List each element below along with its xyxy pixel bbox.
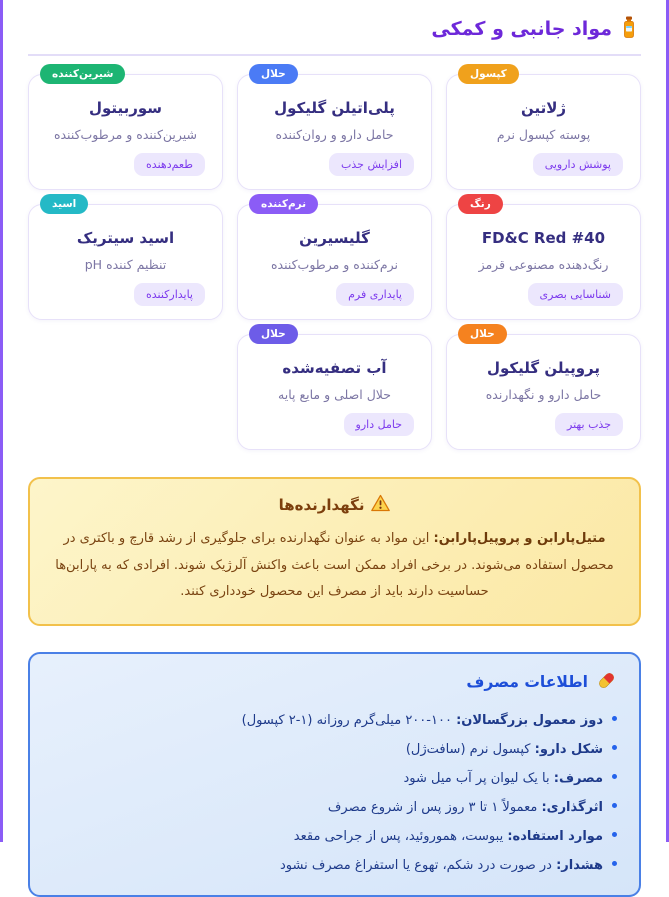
category-badge: کپسول [458,64,519,84]
usage-item-dose: دوز معمول بزرگسالان: ۱۰۰-۲۰۰ میلی‌گرم روزانه (۱-۲ کپسول) [52,713,617,728]
page-title: مواد جانبی و کمکی [431,18,612,40]
function-tag: شناسایی بصری [528,283,623,306]
warning-lead: متیل‌پارابن و پروپیل‌پارابن: [433,531,606,546]
warning-title: نگهدارنده‌ها [278,496,365,514]
category-badge: رنگ [458,194,503,214]
ingredient-card-sorbitol [28,68,223,190]
category-badge: نرم‌کننده [249,194,318,214]
ingredient-card-gelatin [446,68,641,190]
warning-text [52,526,617,606]
ingredient-card-fdc-red-40 [446,198,641,320]
category-badge: اسید [40,194,88,214]
function-tag: افزایش جذب [329,153,414,176]
function-tag: جذب بهتر [555,413,623,436]
usage-item-onset: اثرگذاری: معمولاً ۱ تا ۳ روز پس از شروع مصرف [52,800,617,815]
ingredient-description: حامل دارو و نگهدارنده [485,387,602,402]
function-tag: پوشش دارویی [533,153,623,176]
bullet-dot-icon [612,716,617,721]
ingredient-description: تنظیم کننده pH [84,257,167,272]
usage-info-box [28,652,641,897]
function-tag: پایدارکننده [134,283,205,306]
pill-icon [596,670,617,695]
ingredient-card-peg [237,68,432,190]
usage-title-row [52,670,617,695]
ingredient-name: ژلاتین [520,99,567,117]
ingredient-description: پوسته کپسول نرم [496,127,591,142]
preservatives-warning-box [28,477,641,626]
function-tag: حامل دارو [344,413,414,436]
category-badge: حلال [458,324,507,344]
ingredient-name: گلیسیرین [299,229,370,247]
bullet-dot-icon [612,745,617,750]
function-tag: پایداری فرم [336,283,414,306]
ingredient-name: اسید سیتریک [76,229,175,247]
warning-body: این مواد به عنوان نگهدارنده برای جلوگیری از رشد قارچ و باکتری در محصول استفاده می‌شوند. در برخی افراد ممکن است باعث واکنش آلرژیک شوند. افرادی که به پارابن‌ها حساسیت دارند باید از مصرف این محصول خودداری کنند. [55,531,614,600]
ingredient-description: رنگ‌دهنده مصنوعی قرمز [478,257,609,272]
ingredient-description: نرم‌کننده و مرطوب‌کننده [270,257,399,272]
usage-item-indications: موارد استفاده: یبوست، هموروئید، پس از جراحی مقعد [52,829,617,844]
function-tag: طعم‌دهنده [134,153,205,176]
bullet-dot-icon [612,803,617,808]
category-badge: حلال [249,64,298,84]
ingredient-card-glycerin [237,198,432,320]
usage-item-caution: هشدار: در صورت درد شکم، تهوع یا استفراغ مصرف نشود [52,858,617,873]
ingredient-name: سوربیتول [88,99,163,117]
bullet-dot-icon [612,774,617,779]
usage-item-intake: مصرف: با یک لیوان پر آب میل شود [52,771,617,786]
ingredient-card-propylene-glycol [446,328,641,450]
usage-list [52,713,617,873]
ingredient-description: شیرین‌کننده و مرطوب‌کننده [53,127,198,142]
ingredient-description: حامل دارو و روان‌کننده [275,127,394,142]
usage-item-form: شکل دارو: کپسول نرم (سافت‌ژل) [52,742,617,757]
lotion-bottle-icon [619,16,639,42]
warning-icon [371,494,390,516]
ingredient-name: آب تصفیه‌شده [282,359,387,377]
ingredient-name: پروپیلن گلیکول [487,359,600,377]
category-badge: شیرین‌کننده [40,64,125,84]
ingredient-description: حلال اصلی و مایع پایه [278,387,391,402]
ingredient-card-purified-water [237,328,432,450]
bullet-dot-icon [612,832,617,837]
ingredient-name: پلی‌اتیلن گلیکول [274,99,395,117]
ingredient-name: FD&C Red #40 [481,229,606,247]
bullet-dot-icon [612,861,617,866]
page-header [28,10,641,56]
usage-title: اطلاعات مصرف [466,673,588,692]
ingredient-card-citric-acid [28,198,223,320]
ingredients-grid [28,68,641,450]
warning-title-row [52,494,617,516]
category-badge: حلال [249,324,298,344]
